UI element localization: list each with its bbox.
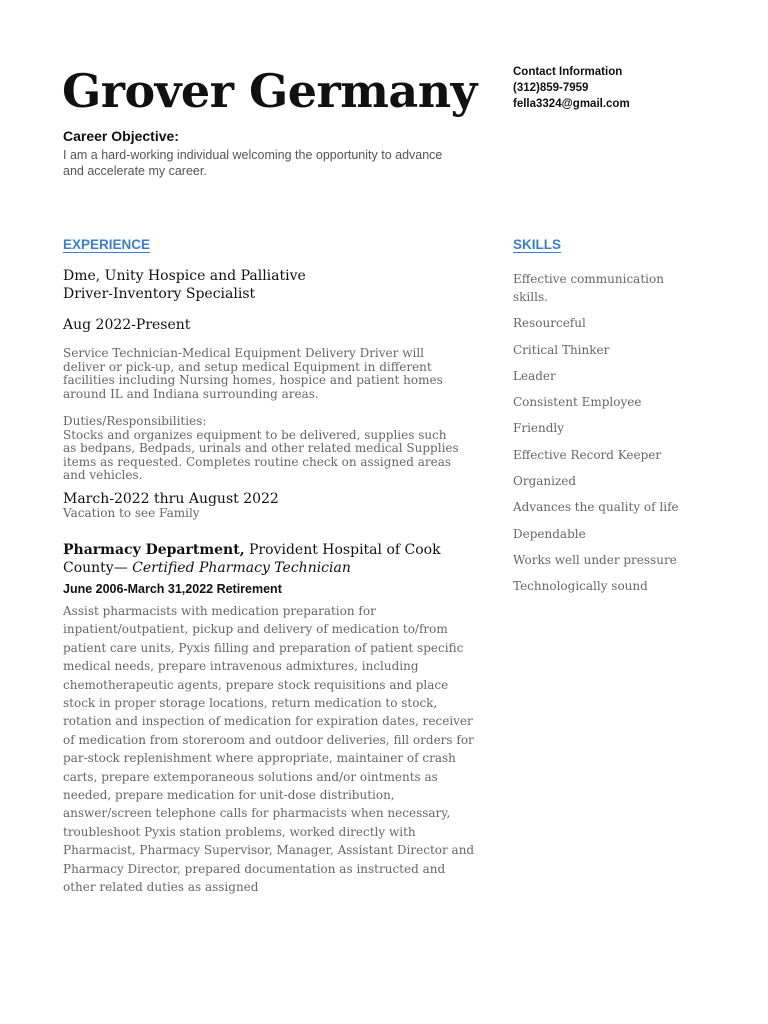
skill-item: Organized: [513, 474, 577, 489]
candidate-name: Grover Germany: [62, 64, 477, 118]
job-2-dates: June 2006-March 31,2022 Retirement: [63, 582, 282, 596]
job-1-title: Driver-Inventory Specialist: [63, 286, 256, 302]
job-2-description: Assist pharmacists with medication preparation for inpatient/outpatient, pickup and delivery of medication to/from patient care units, Pyxis filling and preparation of patient specific medical needs, prepare intravenous admixtures, including chemotherapeutic agents, prepare stock requisitions and place stock in proper storage locations, return medication to stock, rotation and inspection of medication for expiration dates, receiver of medication from storeroom and outdoor deliveries, fill orders for par-stock replenishment where appropriate, maintainer of crash carts, prepare extemporaneous solutions and/or ointments as needed, prepare medication for unit-dose distribution, answer/screen telephone calls for pharmacists when necessary, troubleshoot Pyxis station problems, worked directly with Pharmacist, Pharmacy Supervisor, Manager, Assistant Director and Pharmacy Director, prepared documentation as instructed and other related duties as assigned: [63, 604, 475, 895]
skill-item: Technologically sound: [513, 579, 648, 594]
contact-phone: (312)859-7959: [513, 82, 589, 94]
job-2-header: [63, 541, 443, 577]
skill-item: Advances the quality of life: [513, 500, 679, 515]
job-1-duties: [63, 415, 463, 483]
job-1-description: Service Technician-Medical Equipment Delivery Driver will deliver or pick-up, and setup medical Equipment in different facilities including Nursing homes, hospice and patient homes around IL and Indiana surrounding areas.: [63, 346, 443, 401]
skill-item: Works well under pressure: [513, 552, 677, 567]
skill-item: Effective Record Keeper: [513, 447, 662, 462]
skills-list: [513, 270, 683, 604]
skill-item: Friendly: [513, 421, 565, 436]
skill-item: Consistent Employee: [513, 395, 642, 410]
skill-item: Critical Thinker: [513, 342, 610, 357]
objective-title: Career Objective:: [63, 128, 179, 144]
job-2-department: Pharmacy Department,: [63, 542, 245, 558]
experience-heading: EXPERIENCE: [63, 237, 151, 252]
job-2-title: Certified Pharmacy Technician: [132, 560, 351, 576]
skill-item: Leader: [513, 368, 556, 383]
job-1-header: [63, 267, 483, 303]
gap-dates: March-2022 thru August 2022: [63, 491, 279, 507]
skills-heading: SKILLS: [513, 237, 562, 252]
job-1-dates: Aug 2022-Present: [63, 317, 191, 333]
job-1-duties-text: Stocks and organizes equipment to be delivered, supplies such as bedpans, Bedpads, urinals and other related medical Supplies items as requested. Completes routine check on assigned areas and vehicles.: [63, 427, 459, 483]
skill-item: Dependable: [513, 526, 586, 541]
contact-email: fella3324@gmail.com: [513, 98, 630, 110]
objective-text: I am a hard-working individual welcoming the opportunity to advance and accelerate my career.: [63, 148, 443, 178]
job-2-employer: Provident Hospital of Cook County—: [63, 542, 441, 576]
skill-item: Resourceful: [513, 316, 586, 331]
skill-item: Effective communication skills.: [513, 272, 664, 304]
job-1-employer: Dme, Unity Hospice and Palliative: [63, 268, 306, 284]
job-1-duties-label: Duties/Responsibilities:: [63, 414, 207, 428]
contact-block: [513, 64, 630, 112]
gap-note: Vacation to see Family: [63, 506, 200, 520]
contact-title: Contact Information: [513, 66, 623, 78]
